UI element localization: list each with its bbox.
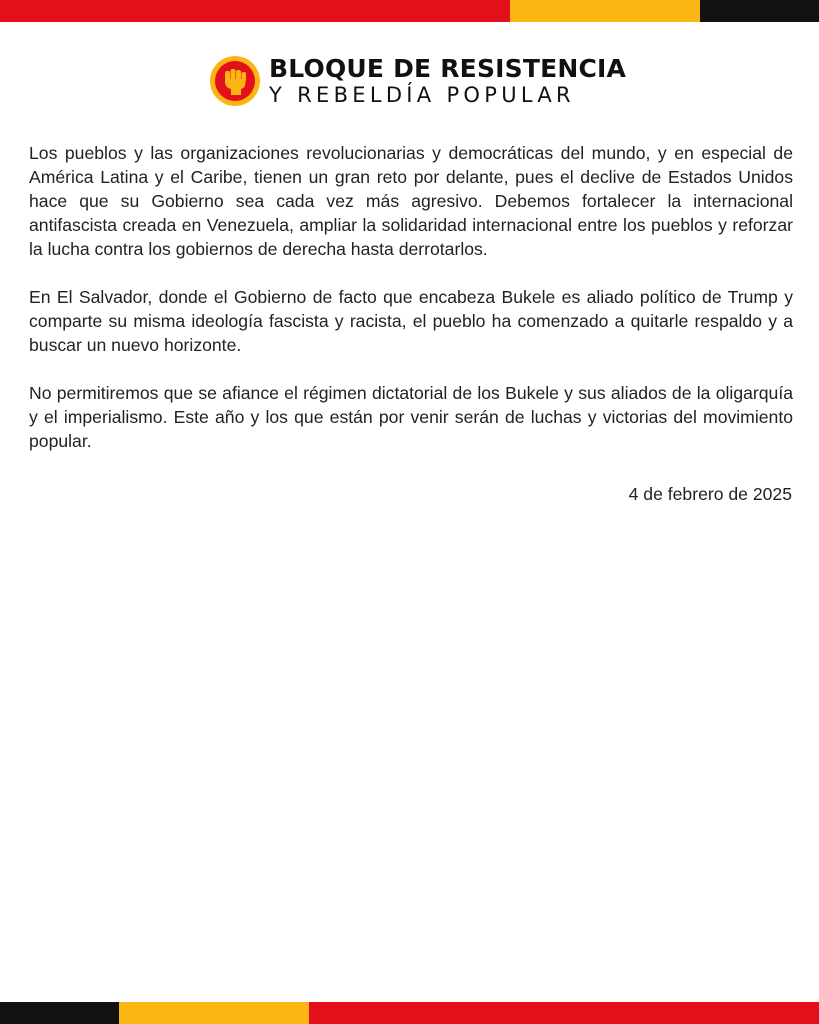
- paragraph-2: En El Salvador, donde el Gobierno de facto que encabeza Bukele es aliado político de Trump y comparte su misma ideología fascista y racista, el pueblo ha comenzado a quitarle respaldo y a buscar un nuevo horizonte.: [29, 287, 793, 355]
- statement-body: [29, 141, 793, 477]
- paragraph-3: No permitiremos que se afiance el régimen dictatorial de los Bukele y sus aliados de la oligarquía y el imperialismo. Este año y los que están por venir serán de luchas y victorias del movimiento popular.: [29, 383, 793, 451]
- bottom-stripe-yellow: [119, 1002, 309, 1024]
- logo: [210, 56, 260, 106]
- raised-fist-glyph: [222, 66, 248, 96]
- top-stripe-yellow: [510, 0, 700, 22]
- raised-fist-icon: [215, 61, 255, 101]
- statement-date: 4 de febrero de 2025: [628, 484, 792, 504]
- top-color-stripe: [0, 0, 819, 22]
- header: [210, 56, 626, 106]
- paragraph-1: Los pueblos y las organizaciones revolucionarias y democráticas del mundo, y en especial de América Latina y el Caribe, tienen un gran reto por delante, pues el declive de Estados Unidos hace que su Gobierno sea cada vez más agresivo. Debemos fortalecer la internacional antifascista creada en Venezuela, ampliar la solidaridad internacional entre los pueblos y reforzar la lucha contra los gobiernos de derecha hasta derrotarlos.: [29, 143, 793, 259]
- bottom-color-stripe: [0, 1002, 819, 1024]
- bottom-stripe-red: [309, 1002, 819, 1024]
- bottom-stripe-black: [0, 1002, 119, 1024]
- top-stripe-red: [0, 0, 510, 22]
- organization-title: [269, 56, 626, 106]
- top-stripe-black: [700, 0, 819, 22]
- title-line-1: BLOQUE DE RESISTENCIA: [269, 54, 627, 83]
- title-line-2: Y REBELDÍA POPULAR: [269, 83, 575, 107]
